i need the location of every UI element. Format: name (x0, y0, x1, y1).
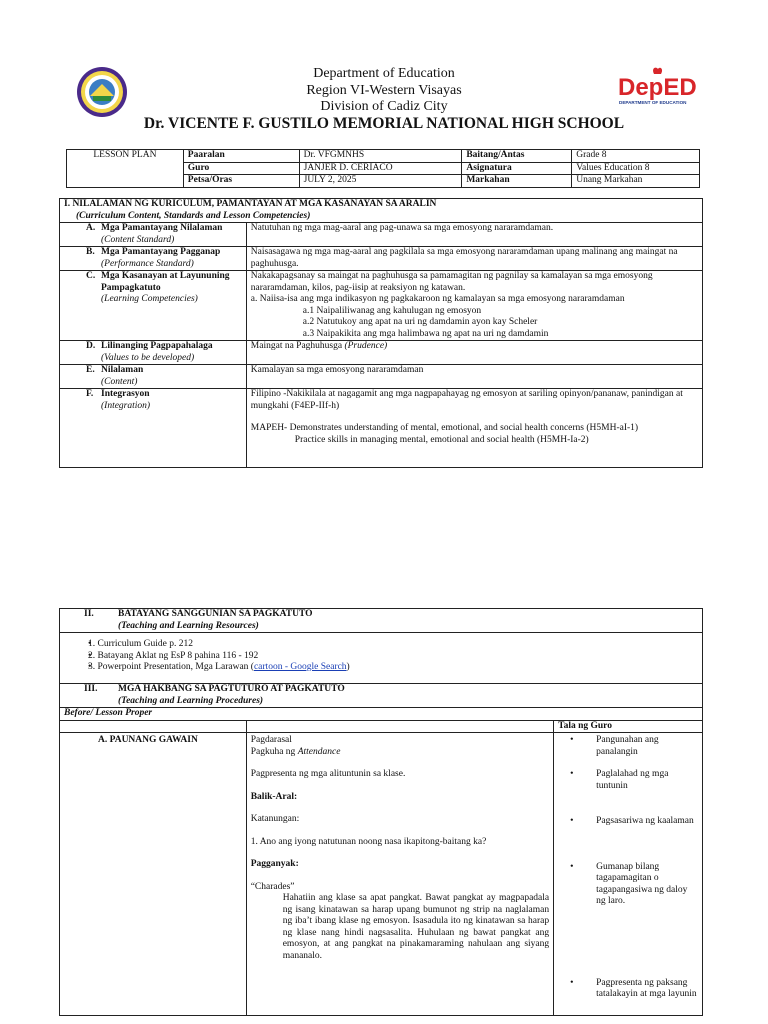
row-f-label: F. Integrasyon (Integration) (60, 389, 247, 468)
info-key: Markahan (462, 175, 572, 188)
list-item: • 2. Batayang Aklat ng EsP 8 pahina 116 - 192 (64, 651, 698, 663)
list-item: • Paglalahad ng mga tuntunin (558, 769, 698, 792)
lesson-info-table (66, 149, 700, 188)
info-value: Dr. VFGMNHS (299, 150, 462, 163)
info-value: JULY 2, 2025 (299, 175, 462, 188)
tala-ng-guro-header: Tala ng Guro (554, 720, 703, 733)
curriculum-table (59, 198, 703, 468)
teacher-notes (554, 733, 703, 1016)
google-search-link[interactable]: cartoon - Google Search (253, 662, 347, 672)
stage-paunang-gawain: A. PAUNANG GAWAIN (60, 733, 247, 1016)
section1-title: I. NILALAMAN NG KURICULUM, PAMANTAYAN AT MGA KASANAYAN SA ARALIN (64, 199, 437, 209)
learning-competencies: Nakakapagsanay sa maingat na paghuhusga sa pamamagitan ng pagnilay sa kamalayan sa mga emosyong nararamdaman, kilos, pag-iisip at reaksiyon ng katawan. a. Naiisa-isa ang mga indikasyon ng pagkakaroon ng kamalayan sa mga emosyong nararamdaman a.1 Naipaliliwanag ang kahulugan ng emosyon a.2 Natutukoy ang apat na uri ng damdamin ayon kay Scheler a.3 Naipakikita ang mga halimbawa ng apat na uri ng damdamin (246, 271, 702, 341)
school-name: Dr. VICENTE F. GUSTILO MEMORIAL NATIONAL HIGH SCHOOL (143, 115, 625, 132)
section2-header: II. BATAYANG SANGGUNIAN SA PAGKATUTO (Teaching and Learning Resources) (60, 609, 703, 633)
info-key: Petsa/Oras (183, 175, 299, 188)
row-d-label: D. Lilinanging Pagpapahalaga (Values to be developed) (60, 341, 247, 365)
deped-logo-text: DepED (618, 74, 697, 101)
section1-subtitle: (Curriculum Content, Standards and Lesson Competencies) (76, 210, 311, 221)
values-developed: Maingat na Paghuhusga (Prudence) (246, 341, 702, 365)
lesson-plan-title: LESSON PLAN (67, 150, 184, 188)
info-value: Values Education 8 (572, 162, 700, 175)
content-standard: Natutuhan ng mga mag-aaral ang pag-unawa sa mga emosyong nararamdaman. (246, 223, 702, 247)
row-b-label: B. Mga Pamantayang Pagganap (Performance Standard) (60, 247, 247, 271)
section3-header: III. MGA HAKBANG SA PAGTUTURO AT PAGKATUTO (Teaching and Learning Procedures) (60, 684, 703, 708)
info-value: JANJER D. CERIACO (299, 162, 462, 175)
region-name: Region VI-Western Visayas (306, 83, 462, 98)
list-item: • Pagsasariwa ng kaalaman (558, 816, 698, 828)
procedure-content: Pagdarasal Pagkuha ng Attendance Pagpresenta ng mga alituntunin sa klase. Balik-Aral: Katanungan: 1. Ano ang iyong natutunan noong nasa ikapitong-baitang ka? Pagganyak: “Charades” Hahatiin ang klase sa apat pangkat. Bawat pangkat ay magpapadala ng isang kinatawan sa harap upang bumunot ng strip na naglalaman ng iba’t ibang klase ng emosyon. Isasadula ito ng kinatawan sa harap ng klase nang hindi nagsasalita. Huhulaan ng bawat pangkat ang emosyon, at ang pangkat na pinakamaraming nahulaan ang siyang mananalo. (246, 733, 553, 1016)
info-key: Guro (183, 162, 299, 175)
before-lesson-proper: Before/ Lesson Proper (60, 708, 703, 721)
list-item: • 3. Powerpoint Presentation, Mga Larawan (cartoon - Google Search) (64, 662, 698, 674)
deped-logo (618, 66, 700, 106)
integration-text: Filipino -Nakikilala at nagagamit ang mga nagpapahayag ng emosyon at sariling opinyon/pananaw, panindigan at mungkahi (F4EP-IIf-h) MAPEH- Demonstrates understanding of mental, emotional, and social health concerns (H5MH-aI-1) Practice skills in managing mental, emotional and social health (H5MH-Ia-2) (246, 389, 702, 468)
content-text: Kamalayan sa mga emosyong nararamdaman (246, 365, 702, 389)
division-name: Division of Cadiz City (320, 99, 448, 114)
procedures-table (59, 608, 703, 1016)
performance-standard: Naisasagawa ng mga mag-aaral ang pagkilala sa mga emosyong nararamdaman upang malinang ang maingat na paghuhusga. (246, 247, 702, 271)
info-key: Asignatura (462, 162, 572, 175)
deped-logo-sub: DEPARTMENT OF EDUCATION (619, 100, 687, 105)
row-c-label: C. Mga Kasanayan at Layununing Pampagkatuto (Learning Competencies) (60, 271, 247, 341)
list-item: • Gumanap bilang tagapamagitan o tagapangasiwa ng daloy ng laro. (558, 862, 698, 908)
list-item: • Pagpresenta ng paksang tatalakayin at mga layunin (558, 978, 698, 1001)
row-e-label: E. Nilalaman (Content) (60, 365, 247, 389)
info-key: Paaralan (183, 150, 299, 163)
row-a-label: A. Mga Pamantayang Nilalaman (Content Standard) (60, 223, 247, 247)
info-key: Baitang/Antas (462, 150, 572, 163)
list-item: • 1. Curriculum Guide p. 212 (64, 639, 698, 651)
info-value: Unang Markahan (572, 175, 700, 188)
dept-name: Department of Education (313, 66, 455, 81)
resources-list (60, 633, 703, 684)
list-item: • Pangunahan ang panalangin (558, 735, 698, 758)
info-value: Grade 8 (572, 150, 700, 163)
